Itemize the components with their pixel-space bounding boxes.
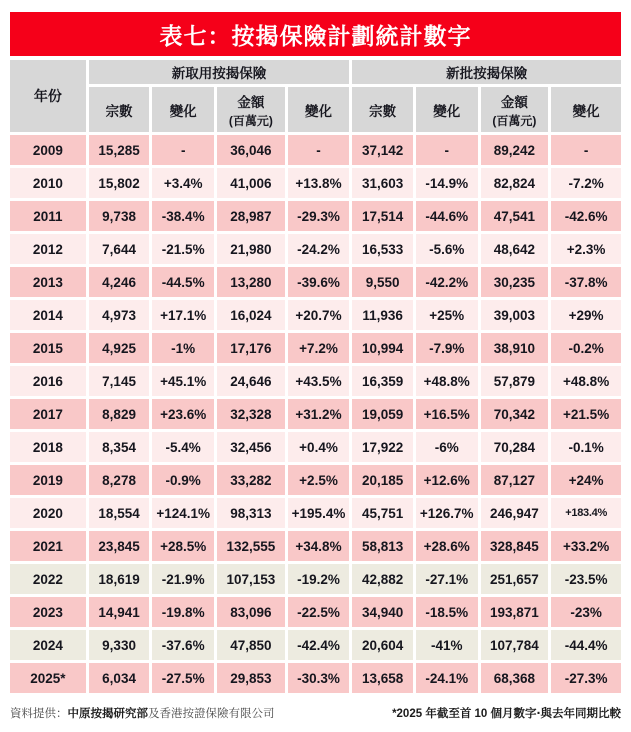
value-cell: -0.2%	[551, 333, 621, 363]
value-cell: +43.5%	[288, 366, 350, 396]
table-row	[10, 432, 621, 462]
value-cell: 9,550	[352, 267, 413, 297]
value-cell: -30.3%	[288, 663, 350, 693]
table-header	[10, 60, 621, 132]
source-suffix: 及香港按證保險有限公司	[148, 708, 275, 720]
value-cell: +28.6%	[416, 531, 478, 561]
value-cell: -42.4%	[288, 630, 350, 660]
col-header-change: 變化	[288, 87, 350, 132]
value-cell: -37.6%	[152, 630, 214, 660]
value-cell: -41%	[416, 630, 478, 660]
year-cell: 2017	[10, 399, 86, 429]
table-row	[10, 564, 621, 594]
value-cell: -27.1%	[416, 564, 478, 594]
value-cell: -23.5%	[551, 564, 621, 594]
value-cell: -7.9%	[416, 333, 478, 363]
value-cell: 7,644	[89, 234, 150, 264]
value-cell: 4,925	[89, 333, 150, 363]
value-cell: 32,456	[217, 432, 285, 462]
value-cell: -6%	[416, 432, 478, 462]
value-cell: -1%	[152, 333, 214, 363]
value-cell: +12.6%	[416, 465, 478, 495]
value-cell: 28,987	[217, 201, 285, 231]
value-cell: 58,813	[352, 531, 413, 561]
value-cell: 20,604	[352, 630, 413, 660]
value-cell: 14,941	[89, 597, 150, 627]
value-cell: 57,879	[481, 366, 549, 396]
table-row	[10, 300, 621, 330]
table-title-bar	[10, 12, 621, 56]
table-row	[10, 399, 621, 429]
value-cell: 41,006	[217, 168, 285, 198]
value-cell: 15,802	[89, 168, 150, 198]
value-cell: +183.4%	[551, 498, 621, 528]
value-cell: +0.4%	[288, 432, 350, 462]
col-header-cases: 宗數	[352, 87, 413, 132]
amount-unit-label: (百萬元)	[228, 113, 273, 128]
value-cell: 47,541	[481, 201, 549, 231]
value-cell: 24,646	[217, 366, 285, 396]
value-cell: 10,994	[352, 333, 413, 363]
col-header-change: 變化	[416, 87, 478, 132]
value-cell: 30,235	[481, 267, 549, 297]
value-cell: +13.8%	[288, 168, 350, 198]
value-cell: +25%	[416, 300, 478, 330]
year-cell: 2016	[10, 366, 86, 396]
year-cell: 2021	[10, 531, 86, 561]
value-cell: 19,059	[352, 399, 413, 429]
table-row	[10, 168, 621, 198]
value-cell: 17,922	[352, 432, 413, 462]
value-cell: +48.8%	[416, 366, 478, 396]
value-cell: +2.5%	[288, 465, 350, 495]
value-cell: +2.3%	[551, 234, 621, 264]
value-cell: -44.4%	[551, 630, 621, 660]
value-cell: -37.8%	[551, 267, 621, 297]
value-cell: +33.2%	[551, 531, 621, 561]
value-cell: 45,751	[352, 498, 413, 528]
value-cell: 17,514	[352, 201, 413, 231]
value-cell: -29.3%	[288, 201, 350, 231]
value-cell: +29%	[551, 300, 621, 330]
value-cell: -19.2%	[288, 564, 350, 594]
value-cell: -5.6%	[416, 234, 478, 264]
value-cell: 33,282	[217, 465, 285, 495]
table-row	[10, 333, 621, 363]
table-row	[10, 663, 621, 693]
year-cell: 2019	[10, 465, 86, 495]
value-cell: +195.4%	[288, 498, 350, 528]
value-cell: 20,185	[352, 465, 413, 495]
col-header-change: 變化	[152, 87, 214, 132]
value-cell: -	[416, 135, 478, 165]
value-cell: 39,003	[481, 300, 549, 330]
value-cell: 16,359	[352, 366, 413, 396]
table-row	[10, 366, 621, 396]
value-cell: 37,142	[352, 135, 413, 165]
value-cell: 42,882	[352, 564, 413, 594]
data-source-text	[10, 705, 275, 721]
value-cell: 107,784	[481, 630, 549, 660]
table-row	[10, 531, 621, 561]
value-cell: 34,940	[352, 597, 413, 627]
year-cell: 2014	[10, 300, 86, 330]
value-cell: 13,658	[352, 663, 413, 693]
group-header-drawn: 新取用按揭保險	[89, 60, 350, 84]
value-cell: 8,829	[89, 399, 150, 429]
year-cell: 2020	[10, 498, 86, 528]
value-cell: -0.9%	[152, 465, 214, 495]
value-cell: -38.4%	[152, 201, 214, 231]
value-cell: +34.8%	[288, 531, 350, 561]
value-cell: 83,096	[217, 597, 285, 627]
value-cell: 328,845	[481, 531, 549, 561]
value-cell: 4,246	[89, 267, 150, 297]
col-header-cases: 宗數	[89, 87, 150, 132]
value-cell: 16,533	[352, 234, 413, 264]
value-cell: -	[288, 135, 350, 165]
table-row	[10, 630, 621, 660]
table-row	[10, 498, 621, 528]
group-header-approved: 新批按揭保險	[352, 60, 621, 84]
source-prefix: 資料提供：	[10, 708, 68, 720]
amount-label: 金額	[500, 94, 528, 110]
value-cell: 13,280	[217, 267, 285, 297]
value-cell: 8,354	[89, 432, 150, 462]
year-cell: 2010	[10, 168, 86, 198]
value-cell: -24.2%	[288, 234, 350, 264]
value-cell: 68,368	[481, 663, 549, 693]
value-cell: 47,850	[217, 630, 285, 660]
value-cell: -	[152, 135, 214, 165]
value-cell: 9,738	[89, 201, 150, 231]
col-header-change: 變化	[551, 87, 621, 132]
amount-unit-label: (百萬元)	[492, 113, 537, 128]
value-cell: 21,980	[217, 234, 285, 264]
value-cell: 6,034	[89, 663, 150, 693]
value-cell: +31.2%	[288, 399, 350, 429]
value-cell: 193,871	[481, 597, 549, 627]
value-cell: -21.9%	[152, 564, 214, 594]
value-cell: -21.5%	[152, 234, 214, 264]
year-cell: 2009	[10, 135, 86, 165]
page-title: 表七：按揭保險計劃統計數字	[159, 22, 472, 49]
value-cell: 87,127	[481, 465, 549, 495]
value-cell: 18,619	[89, 564, 150, 594]
value-cell: 246,947	[481, 498, 549, 528]
value-cell: +20.7%	[288, 300, 350, 330]
value-cell: 9,330	[89, 630, 150, 660]
value-cell: 89,242	[481, 135, 549, 165]
value-cell: 98,313	[217, 498, 285, 528]
col-header-amount	[481, 87, 549, 132]
value-cell: +17.1%	[152, 300, 214, 330]
value-cell: 23,845	[89, 531, 150, 561]
value-cell: +124.1%	[152, 498, 214, 528]
value-cell: 8,278	[89, 465, 150, 495]
value-cell: 17,176	[217, 333, 285, 363]
value-cell: +126.7%	[416, 498, 478, 528]
value-cell: -22.5%	[288, 597, 350, 627]
table-row	[10, 201, 621, 231]
value-cell: -44.6%	[416, 201, 478, 231]
year-cell: 2011	[10, 201, 86, 231]
value-cell: -0.1%	[551, 432, 621, 462]
mortgage-insurance-stats-table	[7, 57, 624, 696]
value-cell: 70,342	[481, 399, 549, 429]
value-cell: -42.2%	[416, 267, 478, 297]
table-row	[10, 135, 621, 165]
value-cell: +28.5%	[152, 531, 214, 561]
value-cell: 251,657	[481, 564, 549, 594]
value-cell: +23.6%	[152, 399, 214, 429]
table-row	[10, 267, 621, 297]
table-row	[10, 234, 621, 264]
footnote-text: *2025 年截至首 10 個月數字‧與去年同期比較	[392, 708, 621, 720]
value-cell: 16,024	[217, 300, 285, 330]
value-cell: 29,853	[217, 663, 285, 693]
year-cell: 2025*	[10, 663, 86, 693]
value-cell: +48.8%	[551, 366, 621, 396]
value-cell: 48,642	[481, 234, 549, 264]
year-column-header: 年份	[10, 60, 86, 132]
year-cell: 2013	[10, 267, 86, 297]
value-cell: 132,555	[217, 531, 285, 561]
value-cell: +45.1%	[152, 366, 214, 396]
value-cell: 31,603	[352, 168, 413, 198]
value-cell: 36,046	[217, 135, 285, 165]
value-cell: 82,824	[481, 168, 549, 198]
value-cell: -24.1%	[416, 663, 478, 693]
col-header-amount	[217, 87, 285, 132]
source-org-bold: 中原按揭研究部	[67, 708, 148, 720]
value-cell: 32,328	[217, 399, 285, 429]
value-cell: +24%	[551, 465, 621, 495]
table-body	[10, 135, 621, 693]
value-cell: +3.4%	[152, 168, 214, 198]
value-cell: 18,554	[89, 498, 150, 528]
value-cell: 11,936	[352, 300, 413, 330]
value-cell: +21.5%	[551, 399, 621, 429]
year-cell: 2018	[10, 432, 86, 462]
value-cell: -27.3%	[551, 663, 621, 693]
value-cell: -42.6%	[551, 201, 621, 231]
year-cell: 2022	[10, 564, 86, 594]
value-cell: -39.6%	[288, 267, 350, 297]
value-cell: -23%	[551, 597, 621, 627]
amount-label: 金額	[237, 94, 265, 110]
value-cell: -44.5%	[152, 267, 214, 297]
value-cell: -27.5%	[152, 663, 214, 693]
value-cell: 38,910	[481, 333, 549, 363]
value-cell: -14.9%	[416, 168, 478, 198]
table-row	[10, 597, 621, 627]
value-cell: 15,285	[89, 135, 150, 165]
value-cell: 70,284	[481, 432, 549, 462]
value-cell: -19.8%	[152, 597, 214, 627]
value-cell: -5.4%	[152, 432, 214, 462]
year-cell: 2024	[10, 630, 86, 660]
value-cell: 7,145	[89, 366, 150, 396]
value-cell: 107,153	[217, 564, 285, 594]
value-cell: -	[551, 135, 621, 165]
year-cell: 2023	[10, 597, 86, 627]
value-cell: +16.5%	[416, 399, 478, 429]
year-cell: 2015	[10, 333, 86, 363]
value-cell: -18.5%	[416, 597, 478, 627]
value-cell: 4,973	[89, 300, 150, 330]
value-cell: +7.2%	[288, 333, 350, 363]
value-cell: -7.2%	[551, 168, 621, 198]
year-cell: 2012	[10, 234, 86, 264]
table-footer	[10, 705, 621, 721]
table-row	[10, 465, 621, 495]
